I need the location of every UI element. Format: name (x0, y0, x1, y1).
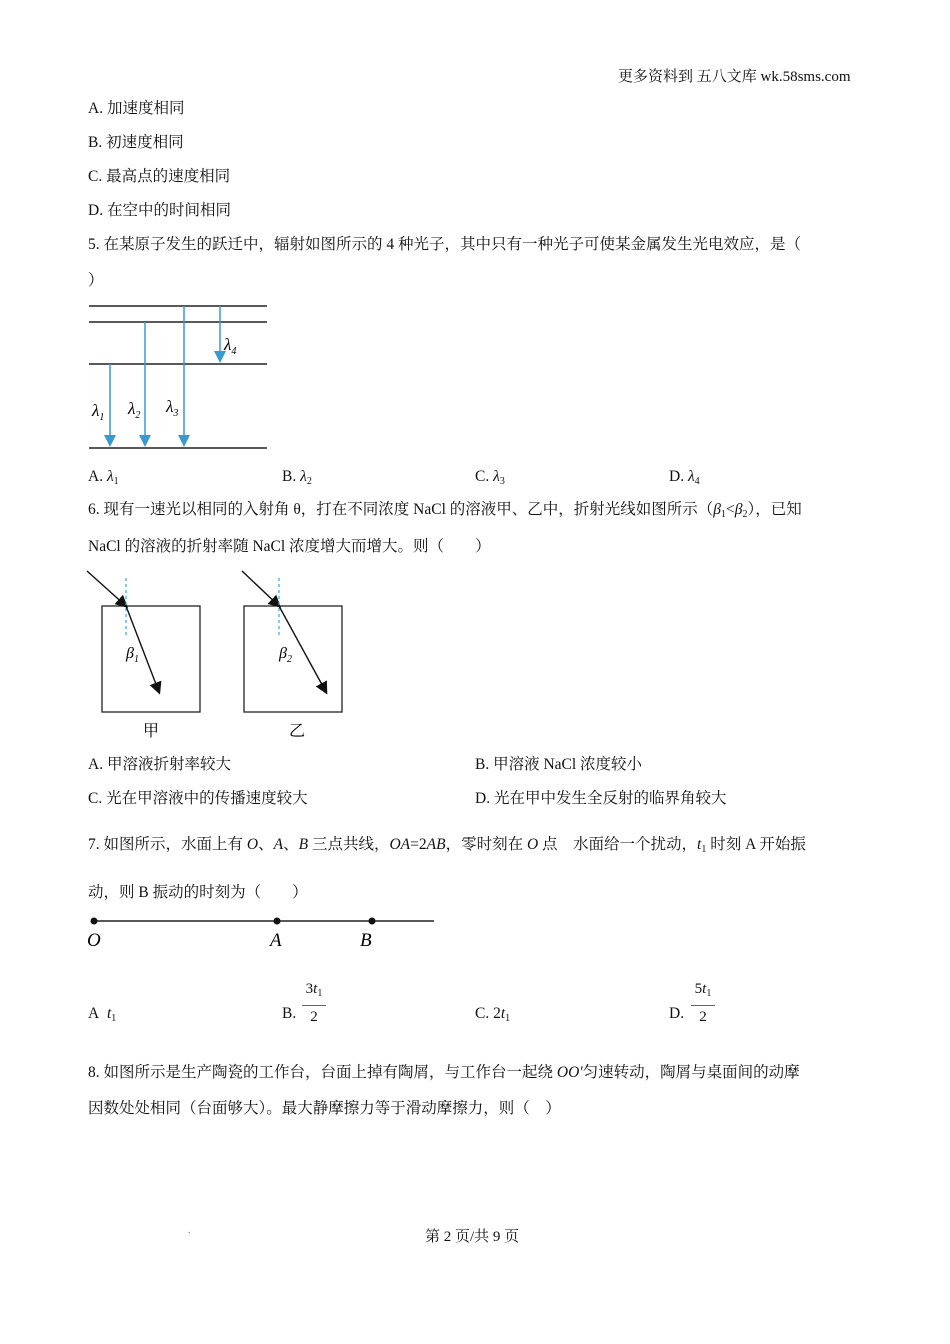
label-a: A (270, 930, 282, 951)
q6-option-d: D. 光在甲中发生全反射的临界角较大 (475, 790, 727, 807)
q7-stem-line1: 7. 如图所示，水面上有 O、A、B 三点共线，OA=2AB，零时刻在 O 点 水面给一个扰动，$t_1$ 时刻 A 开始振 (88, 836, 806, 855)
lambda-label-3: $\lambda_3$ (166, 397, 179, 419)
q5-option-b: B. $\lambda_2$ (282, 468, 312, 487)
q5-stem-line2: ） (88, 272, 104, 289)
q7-stem-line2: 动，则 B 振动的时刻为（ ） (88, 884, 308, 901)
beta-label-1: $\beta_1$ (126, 645, 139, 665)
incident-ray-yi (242, 571, 279, 606)
q6-option-c: C. 光在甲溶液中的传播速度较大 (88, 790, 308, 807)
label-jia: 甲 (143, 723, 160, 740)
label-yi: 乙 (289, 723, 306, 740)
q7-option-d-fraction: $5t_1$ 2 (691, 980, 715, 1026)
point-a (274, 918, 281, 925)
lambda-label-1: $\lambda_1$ (92, 401, 105, 423)
q6-option-b: B. 甲溶液 NaCl 浓度较小 (475, 756, 643, 773)
q7-option-b-key: B. (282, 1005, 297, 1022)
q6-stem-line1: 6. 现有一速光以相同的入射角 θ，打在不同浓度 NaCl 的溶液甲、乙中，折射光线如图所示$(\beta_1<\beta_2)$，已知 (88, 501, 802, 520)
oab-line-diagram (84, 910, 444, 952)
q4-option-a: A. 加速度相同 (88, 100, 185, 117)
container-yi (244, 606, 342, 712)
q7-option-a: A $t_1$ (88, 1005, 117, 1024)
lambda-label-4: $\lambda_4$ (224, 335, 237, 357)
q5-option-d: D. $\lambda_4$ (669, 468, 700, 487)
point-b (369, 918, 376, 925)
q5-stem-line1: 5. 在某原子发生的跃迁中，辐射如图所示的 4 种光子，其中只有一种光子可使某金属发生光电效应，是（ (88, 236, 802, 253)
label-o: O (87, 930, 101, 951)
q7-option-d-key: D. (669, 1005, 685, 1022)
q4-option-b: B. 初速度相同 (88, 134, 184, 151)
container-jia (102, 606, 200, 712)
lambda-label-2: $\lambda_2$ (128, 399, 141, 421)
q7-option-c: C. $2t_1$ (475, 1005, 511, 1024)
q6-option-a: A. 甲溶液折射率较大 (88, 756, 231, 773)
q5-option-c: C. $\lambda_3$ (475, 468, 505, 487)
label-b: B (360, 930, 372, 951)
beta-label-2: $\beta_2$ (279, 645, 292, 665)
q7-option-b-fraction: $3t_1$ 2 (302, 980, 326, 1026)
incident-ray-jia (87, 571, 126, 606)
q6-stem-line2: NaCl 的溶液的折射率随 NaCl 浓度增大而增大。则（ ） (88, 538, 491, 555)
page-number: 第 2 页/共 9 页 (425, 1229, 520, 1245)
energy-level-diagram (80, 298, 280, 458)
q8-stem-line2: 因数处处相同（台面够大）。最大静摩擦力等于滑动摩擦力，则（ ） (88, 1100, 561, 1117)
q4-option-c: C. 最高点的速度相同 (88, 168, 231, 185)
point-o (91, 918, 98, 925)
footer-dot: . (188, 1225, 191, 1236)
q8-stem-line1: 8. 如图所示是生产陶瓷的工作台，台面上掉有陶屑，与工作台一起绕 OO′匀速转动，陶屑与桌面间的动摩 (88, 1064, 800, 1081)
source-note: 更多资料到 五八文库 wk.58sms.com (618, 69, 851, 85)
refraction-diagram (82, 566, 362, 746)
q4-option-d: D. 在空中的时间相同 (88, 202, 231, 219)
q5-option-a: A. $\lambda_1$ (88, 468, 119, 487)
